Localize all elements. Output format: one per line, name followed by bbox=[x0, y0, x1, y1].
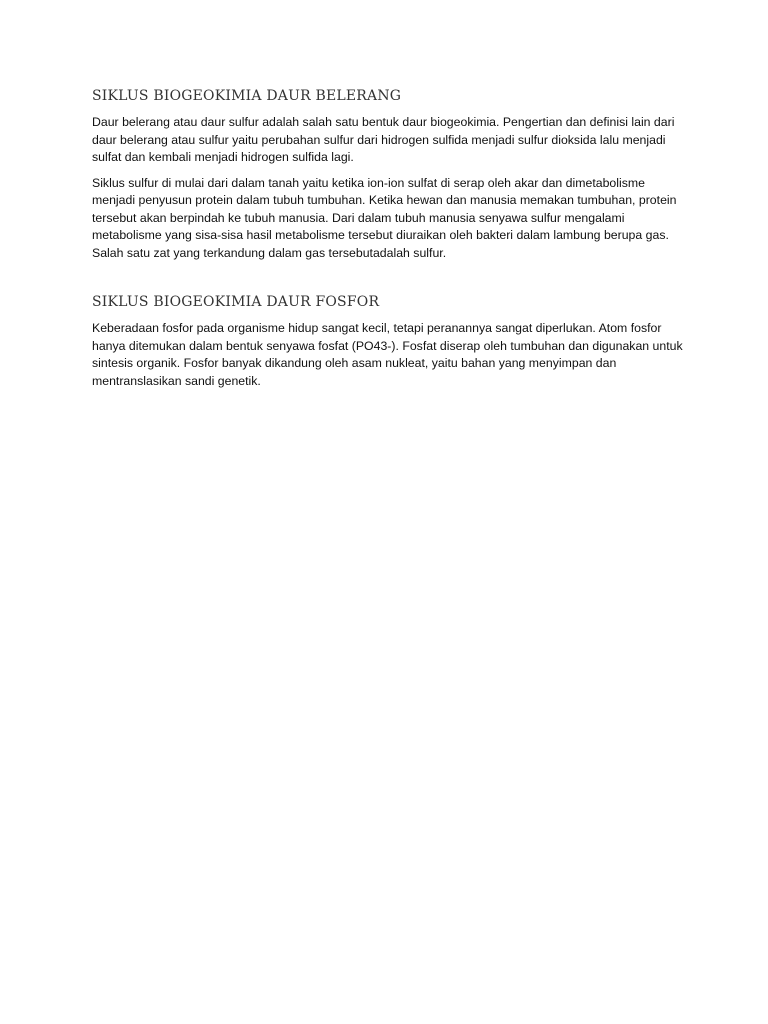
section-heading: SIKLUS BIOGEOKIMIA DAUR FOSFOR bbox=[92, 294, 380, 310]
section-daur-belerang bbox=[92, 86, 684, 262]
paragraph: Daur belerang atau daur sulfur adalah salah satu bentuk daur biogeokimia. Pengertian dan definisi lain dari daur belerang atau sulfur yaitu perubahan sulfur dari hidrogen sulfida menjadi sulfur dioksida lalu menjadi sulfat dan kembali menjadi hidrogen sulfida lagi. bbox=[92, 115, 675, 164]
document-body bbox=[92, 86, 684, 390]
paragraph: Keberadaan fosfor pada organisme hidup sangat kecil, tetapi peranannya sangat diperlukan. Atom fosfor hanya ditemukan dalam bentuk senyawa fosfat (PO43-). Fosfat diserap oleh tumbuhan dan digunakan untuk sintesis organik. Fosfor banyak dikandung oleh asam nukleat, yaitu bahan yang menyimpan dan mentranslasikan sandi genetik. bbox=[92, 321, 683, 388]
paragraph: Siklus sulfur di mulai dari dalam tanah yaitu ketika ion-ion sulfat di serap oleh akar dan dimetabolisme menjadi penyusun protein dalam tubuh tumbuhan. Ketika hewan dan manusia memakan tumbuhan, protein tersebut akan berpindah ke tubuh manusia. Dari dalam tubuh manusia senyawa sulfur mengalami metabolisme yang sisa-sisa hasil metabolisme tersebut diuraikan oleh bakteri dalam lambung berupa gas. Salah satu zat yang terkandung dalam gas tersebutadalah sulfur. bbox=[92, 175, 677, 260]
section-heading: SIKLUS BIOGEOKIMIA DAUR BELERANG bbox=[92, 88, 402, 104]
section-daur-fosfor bbox=[92, 292, 684, 390]
